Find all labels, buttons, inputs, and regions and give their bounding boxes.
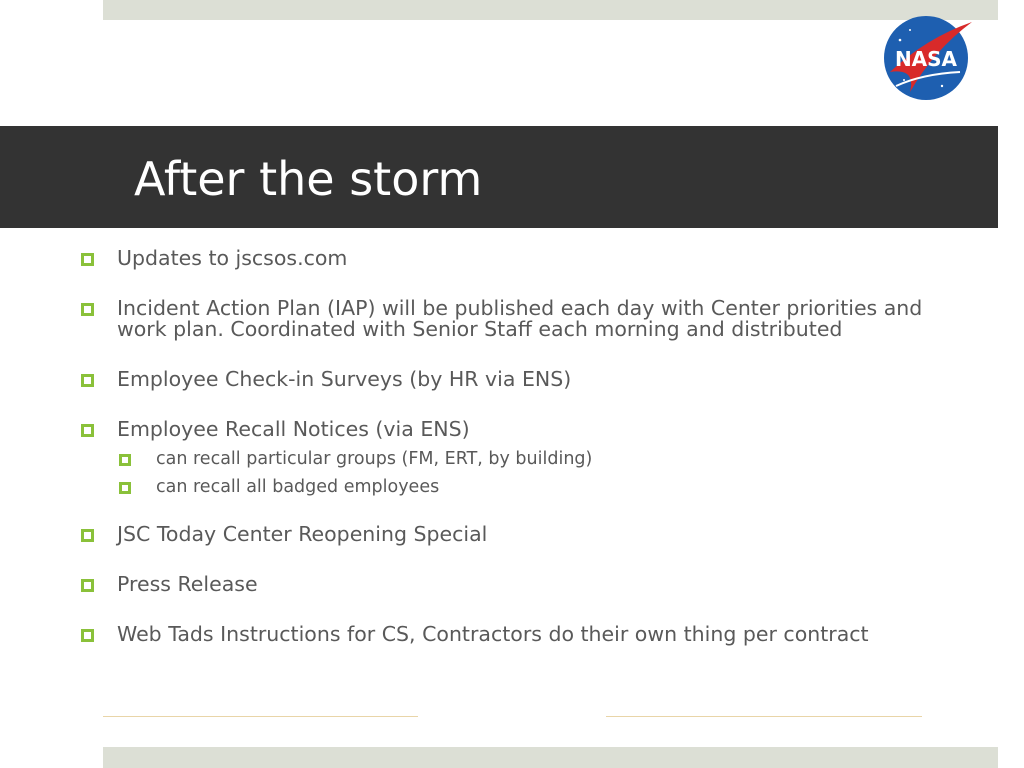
bullet-list (78, 248, 978, 674)
sub-bullet-text: can recall all badged employees (156, 477, 440, 497)
square-bullet-icon (81, 629, 94, 642)
square-bullet-icon (119, 482, 131, 494)
nasa-logo-text: NASA (894, 47, 958, 71)
bullet-text: JSC Today Center Reopening Special (117, 522, 488, 546)
square-bullet-icon (81, 374, 94, 387)
square-bullet-icon (81, 579, 94, 592)
bullet-item (78, 524, 978, 545)
bottom-decorative-band (103, 747, 998, 768)
sub-bullet-item (117, 445, 978, 473)
bullet-text: Employee Check-in Surveys (by HR via ENS) (117, 367, 572, 391)
sub-bullet-text: can recall particular groups (FM, ERT, by building) (156, 449, 593, 469)
bullet-text: Updates to jscsos.com (117, 246, 348, 270)
footer-rule-left (103, 716, 418, 717)
bullet-item (78, 624, 978, 645)
square-bullet-icon (81, 303, 94, 316)
square-bullet-icon (119, 454, 131, 466)
footer-rule-right (606, 716, 922, 717)
slide-title: After the storm (134, 152, 483, 206)
bullet-item (78, 574, 978, 595)
nasa-logo-icon (876, 14, 986, 104)
bullet-text: Press Release (117, 572, 258, 596)
sub-bullet-list (117, 445, 978, 501)
square-bullet-icon (81, 424, 94, 437)
square-bullet-icon (81, 529, 94, 542)
top-decorative-band (103, 0, 998, 20)
bullet-item (78, 369, 978, 390)
bullet-text: Web Tads Instructions for CS, Contractors do their own thing per contract (117, 622, 869, 646)
bullet-item (78, 419, 978, 501)
bullet-item (78, 298, 978, 340)
bullet-item (78, 248, 978, 269)
square-bullet-icon (81, 253, 94, 266)
bullet-text: Incident Action Plan (IAP) will be published each day with Center priorities and work plan. Coordinated with Senior Staff each morning and distributed (117, 296, 923, 341)
bullet-text: Employee Recall Notices (via ENS) (117, 417, 470, 441)
sub-bullet-item (117, 473, 978, 501)
